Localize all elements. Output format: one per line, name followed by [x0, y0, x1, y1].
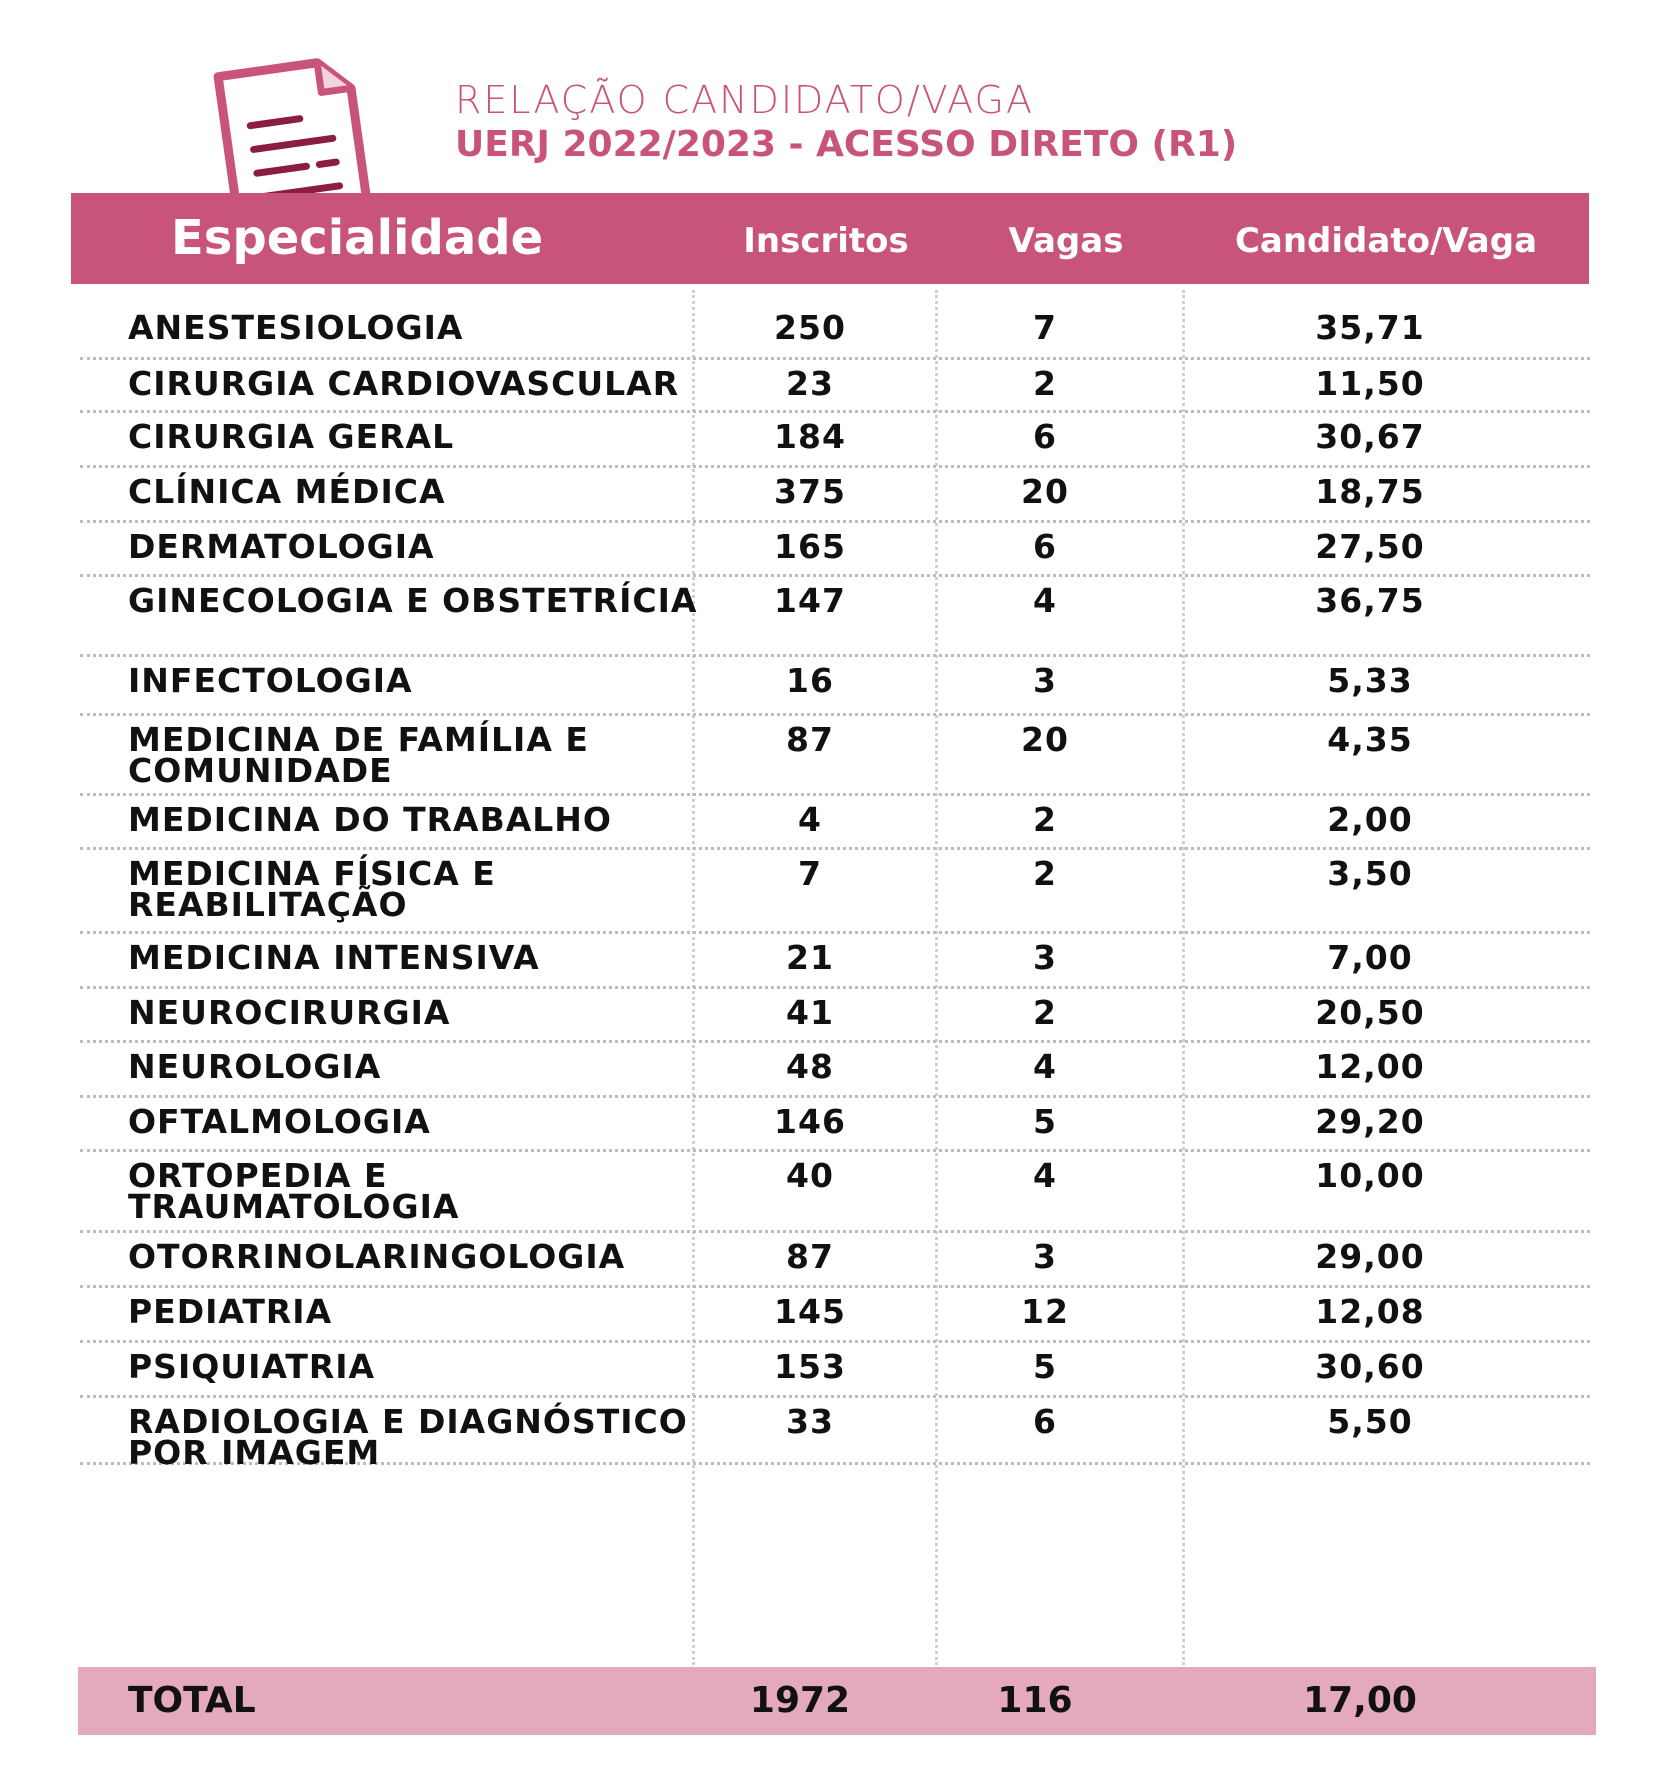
cell-candidato-vaga: 27,50 [1315, 527, 1425, 566]
cell-inscritos: 153 [774, 1347, 846, 1386]
cell-inscritos: 184 [774, 417, 846, 456]
total-candidato-vaga: 17,00 [1303, 1680, 1417, 1721]
cell-candidato-vaga: 7,00 [1327, 938, 1413, 977]
cell-inscritos: 7 [798, 854, 822, 893]
cell-vagas: 2 [1033, 854, 1057, 893]
cell-inscritos: 146 [774, 1102, 846, 1141]
cell-vagas: 2 [1033, 993, 1057, 1032]
table-row [80, 796, 1590, 850]
cell-especialidade: MEDICINA FÍSICA E REABILITAÇÃO [128, 854, 496, 924]
cell-vagas: 2 [1033, 800, 1057, 839]
cell-vagas: 3 [1033, 661, 1057, 700]
cell-candidato-vaga: 29,00 [1315, 1237, 1425, 1276]
cell-inscritos: 48 [786, 1047, 834, 1086]
cell-especialidade: DERMATOLOGIA [128, 527, 435, 566]
cell-inscritos: 87 [786, 720, 834, 759]
cell-candidato-vaga: 35,71 [1315, 308, 1425, 347]
cell-inscritos: 21 [786, 938, 834, 977]
cell-vagas: 7 [1033, 308, 1057, 347]
cell-especialidade: MEDICINA DE FAMÍLIA E COMUNIDADE [128, 720, 589, 790]
total-row [78, 1667, 1596, 1735]
table-row [80, 1288, 1590, 1343]
cell-inscritos: 41 [786, 993, 834, 1032]
cell-vagas: 2 [1033, 364, 1057, 403]
cell-vagas: 3 [1033, 1237, 1057, 1276]
cell-inscritos: 16 [786, 661, 834, 700]
table-row [80, 1398, 1590, 1472]
table-row [80, 989, 1590, 1043]
cell-candidato-vaga: 29,20 [1315, 1102, 1425, 1141]
cell-especialidade: PEDIATRIA [128, 1292, 333, 1331]
cell-inscritos: 4 [798, 800, 822, 839]
table-row [80, 850, 1590, 934]
cell-especialidade: OFTALMOLOGIA [128, 1102, 431, 1141]
column-header-candidato-vaga: Candidato/Vaga [1234, 221, 1538, 261]
column-header-inscritos: Inscritos [743, 221, 909, 261]
cell-candidato-vaga: 12,08 [1315, 1292, 1425, 1331]
table-body [80, 290, 1590, 1665]
cell-candidato-vaga: 30,67 [1315, 417, 1425, 456]
table-row [80, 1098, 1590, 1152]
cell-especialidade: CIRURGIA GERAL [128, 417, 455, 456]
cell-inscritos: 250 [774, 308, 846, 347]
cell-especialidade: NEUROLOGIA [128, 1047, 382, 1086]
cell-candidato-vaga: 10,00 [1315, 1156, 1425, 1195]
page-subtitle: RELAÇÃO CANDIDATO/VAGA [455, 78, 1034, 122]
cell-candidato-vaga: 18,75 [1315, 472, 1425, 511]
table-row [80, 468, 1590, 523]
table-row [80, 716, 1590, 796]
cell-candidato-vaga: 2,00 [1327, 800, 1413, 839]
cell-especialidade: CIRURGIA CARDIOVASCULAR [128, 364, 680, 403]
total-label: TOTAL [128, 1680, 256, 1721]
cell-vagas: 12 [1021, 1292, 1069, 1331]
table-row [80, 290, 1590, 360]
cell-inscritos: 33 [786, 1402, 834, 1441]
cell-vagas: 20 [1021, 472, 1069, 511]
cell-candidato-vaga: 12,00 [1315, 1047, 1425, 1086]
cell-inscritos: 165 [774, 527, 846, 566]
cell-candidato-vaga: 11,50 [1315, 364, 1425, 403]
cell-vagas: 5 [1033, 1102, 1057, 1141]
cell-vagas: 4 [1033, 1047, 1057, 1086]
cell-especialidade: OTORRINOLARINGOLOGIA [128, 1237, 626, 1276]
cell-inscritos: 23 [786, 364, 834, 403]
cell-especialidade: PSIQUIATRIA [128, 1347, 376, 1386]
cell-especialidade: RADIOLOGIA E DIAGNÓSTICO POR IMAGEM [128, 1402, 688, 1472]
table-row [80, 934, 1590, 989]
table-row [80, 360, 1590, 413]
total-vagas: 116 [997, 1680, 1073, 1721]
table-row [80, 577, 1590, 657]
cell-especialidade: ORTOPEDIA E TRAUMATOLOGIA [128, 1156, 460, 1226]
cell-vagas: 20 [1021, 720, 1069, 759]
table-row [80, 523, 1590, 577]
table-row [80, 1043, 1590, 1098]
cell-candidato-vaga: 4,35 [1327, 720, 1413, 759]
cell-candidato-vaga: 30,60 [1315, 1347, 1425, 1386]
cell-vagas: 5 [1033, 1347, 1057, 1386]
cell-especialidade: GINECOLOGIA E OBSTETRÍCIA [128, 581, 698, 620]
cell-inscritos: 375 [774, 472, 846, 511]
cell-especialidade: NEUROCIRURGIA [128, 993, 451, 1032]
page-title: UERJ 2022/2023 - ACESSO DIRETO (R1) [455, 124, 1238, 165]
column-header-vagas: Vagas [1008, 221, 1124, 261]
cell-inscritos: 145 [774, 1292, 846, 1331]
cell-vagas: 6 [1033, 1402, 1057, 1441]
cell-candidato-vaga: 3,50 [1327, 854, 1413, 893]
table-row [80, 657, 1590, 716]
cell-especialidade: MEDICINA DO TRABALHO [128, 800, 612, 839]
table-row [80, 1343, 1590, 1398]
cell-candidato-vaga: 36,75 [1315, 581, 1425, 620]
cell-candidato-vaga: 5,50 [1327, 1402, 1413, 1441]
table-row [80, 1233, 1590, 1288]
document-icon [205, 30, 435, 200]
cell-inscritos: 87 [786, 1237, 834, 1276]
cell-candidato-vaga: 5,33 [1327, 661, 1413, 700]
cell-inscritos: 40 [786, 1156, 834, 1195]
table-row [80, 413, 1590, 468]
table-row [80, 1152, 1590, 1233]
cell-vagas: 3 [1033, 938, 1057, 977]
cell-vagas: 4 [1033, 1156, 1057, 1195]
cell-especialidade: INFECTOLOGIA [128, 661, 413, 700]
cell-inscritos: 147 [774, 581, 846, 620]
title-block [455, 78, 1237, 168]
cell-candidato-vaga: 20,50 [1315, 993, 1425, 1032]
cell-vagas: 6 [1033, 417, 1057, 456]
cell-especialidade: ANESTESIOLOGIA [128, 308, 464, 347]
cell-vagas: 6 [1033, 527, 1057, 566]
table-header [71, 193, 1589, 284]
total-inscritos: 1972 [749, 1680, 851, 1721]
cell-vagas: 4 [1033, 581, 1057, 620]
cell-especialidade: CLÍNICA MÉDICA [128, 472, 446, 511]
column-header-especialidade: Especialidade [171, 210, 544, 266]
cell-especialidade: MEDICINA INTENSIVA [128, 938, 540, 977]
